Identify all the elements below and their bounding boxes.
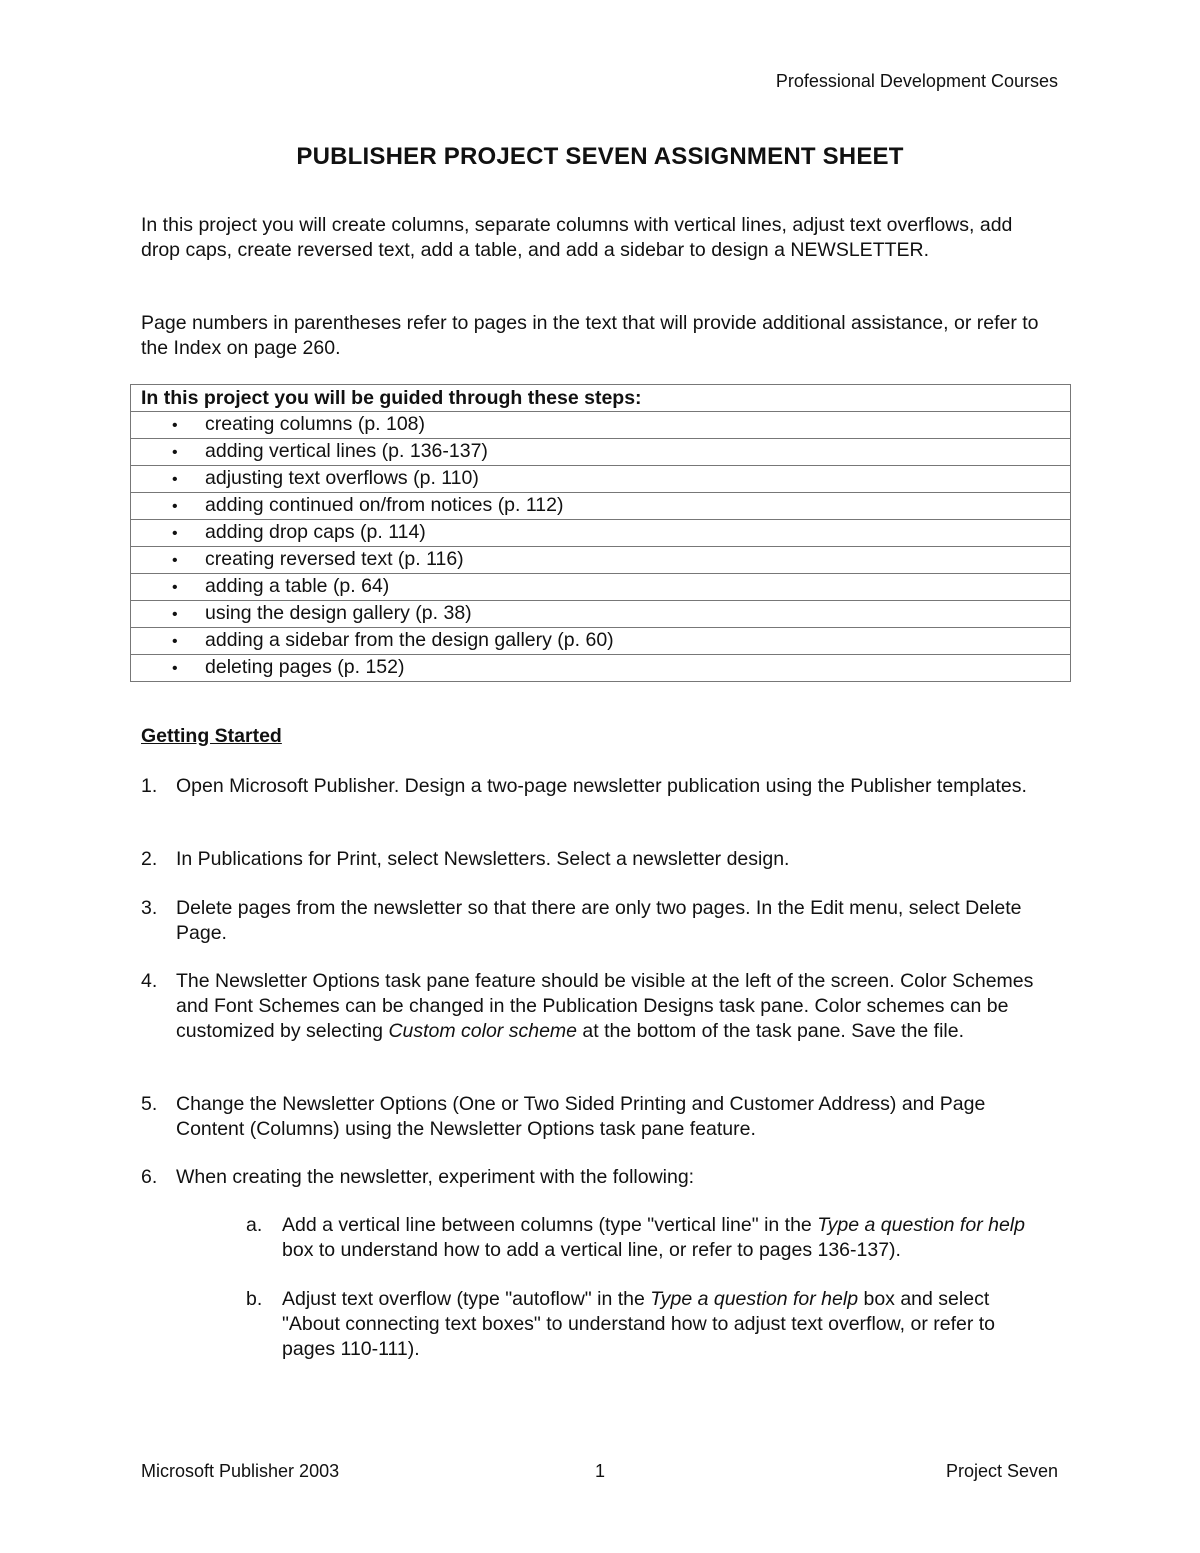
- item-text: In Publications for Print, select Newsletters. Select a newsletter design.: [176, 848, 790, 870]
- instruction-item-5: [141, 1092, 1041, 1142]
- bullet-icon: •: [172, 578, 178, 596]
- steps-row: [131, 627, 1071, 654]
- bullet-icon: •: [172, 632, 178, 650]
- instruction-item-4: [141, 969, 1041, 1044]
- footer-project-name: Project Seven: [945, 1461, 1058, 1481]
- emphasized-term: Custom color scheme: [388, 1020, 578, 1042]
- item-number: 6.: [141, 1166, 158, 1188]
- footer-product-name: Microsoft Publisher 2003: [141, 1461, 340, 1481]
- item-number: 5.: [141, 1093, 158, 1115]
- bullet-icon: •: [172, 497, 178, 515]
- subitem-letter: b.: [246, 1288, 263, 1310]
- steps-row: [131, 600, 1071, 627]
- page-title: PUBLISHER PROJECT SEVEN ASSIGNMENT SHEET: [296, 143, 904, 170]
- item-number: 1.: [141, 775, 158, 797]
- steps-row: [131, 573, 1071, 600]
- steps-row: [131, 411, 1071, 438]
- steps-table-heading: In this project you will be guided through these steps:: [131, 385, 1071, 412]
- instruction-item-2: [141, 847, 1041, 872]
- step-text: using the design gallery (p. 38): [205, 601, 472, 624]
- bullet-icon: •: [172, 470, 178, 488]
- instruction-subitem-b: [246, 1287, 1046, 1362]
- item-text-part: The Newsletter Options task pane feature should be visible at the left of the screen. Color Schemes and Font Schemes can be changed in the Publication Designs task pane. Color schemes can be customized by selecting: [176, 970, 1034, 1042]
- item-text: Open Microsoft Publisher. Design a two-page newsletter publication using the Publisher templates.: [176, 775, 1027, 797]
- header-course-label: Professional Development Courses: [775, 71, 1058, 91]
- emphasized-term: Type a question for help: [817, 1214, 1025, 1236]
- subitem-letter: a.: [246, 1214, 263, 1236]
- instruction-item-3: [141, 896, 1041, 946]
- step-text: adding continued on/from notices (p. 112): [205, 493, 564, 516]
- bullet-icon: •: [172, 416, 178, 434]
- item-number: 4.: [141, 970, 158, 992]
- subitem-text: [282, 1287, 1046, 1362]
- steps-row: [131, 465, 1071, 492]
- item-text: Delete pages from the newsletter so that there are only two pages. In the Edit menu, select Delete Page.: [176, 897, 1022, 944]
- step-text: adding a table (p. 64): [205, 574, 390, 597]
- step-text: adjusting text overflows (p. 110): [205, 466, 479, 489]
- subitem-text-part: Adjust text overflow (type "autoflow" in the: [282, 1288, 651, 1310]
- section-heading-getting-started: Getting Started: [141, 725, 282, 747]
- subitem-text-part: box and select "About connecting text boxes" to understand how to adjust text overflow, or refer to pages 110-111).: [282, 1288, 996, 1360]
- step-text: adding a sidebar from the design gallery (p. 60): [205, 628, 614, 651]
- page-reference-note: Page numbers in parentheses refer to pages in the text that will provide additional assistance, or refer to the Index on page 260.: [141, 312, 1039, 359]
- item-number: 2.: [141, 848, 158, 870]
- instruction-item-6: [141, 1165, 1041, 1190]
- subitem-text-part: box to understand how to add a vertical line, or refer to pages 136-137).: [282, 1239, 901, 1261]
- item-text: When creating the newsletter, experiment with the following:: [176, 1166, 695, 1188]
- footer-page-number: 1: [594, 1461, 605, 1481]
- bullet-icon: •: [172, 605, 178, 623]
- steps-row: [131, 654, 1071, 681]
- intro-paragraph: In this project you will create columns, separate columns with vertical lines, adjust text overflows, add drop caps, create reversed text, add a table, and add a sidebar to design a NEWSLETTER.: [141, 214, 1013, 261]
- subitem-text-part: Add a vertical line between columns (type "vertical line" in the: [282, 1214, 818, 1236]
- item-text: Change the Newsletter Options (One or Two Sided Printing and Customer Address) and Page Content (Columns) using the Newsletter Options task pane feature.: [176, 1093, 986, 1140]
- instruction-item-1: [141, 774, 1041, 799]
- steps-row: [131, 438, 1071, 465]
- step-text: adding drop caps (p. 114): [205, 520, 426, 543]
- bullet-icon: •: [172, 551, 178, 569]
- step-text: creating reversed text (p. 116): [205, 547, 464, 570]
- instruction-subitem-a: [246, 1213, 1046, 1263]
- subitem-text: [282, 1213, 1046, 1263]
- bullet-icon: •: [172, 524, 178, 542]
- item-text: [176, 969, 1041, 1044]
- steps-table: [130, 384, 1071, 682]
- emphasized-term: Type a question for help: [650, 1288, 859, 1310]
- item-text-part: at the bottom of the task pane. Save the file.: [577, 1020, 965, 1042]
- steps-row: [131, 546, 1071, 573]
- step-text: creating columns (p. 108): [205, 412, 426, 435]
- bullet-icon: •: [172, 443, 178, 461]
- steps-row: [131, 492, 1071, 519]
- steps-row: [131, 519, 1071, 546]
- bullet-icon: •: [172, 659, 178, 677]
- item-number: 3.: [141, 897, 158, 919]
- step-text: adding vertical lines (p. 136-137): [205, 439, 488, 462]
- step-text: deleting pages (p. 152): [205, 655, 405, 678]
